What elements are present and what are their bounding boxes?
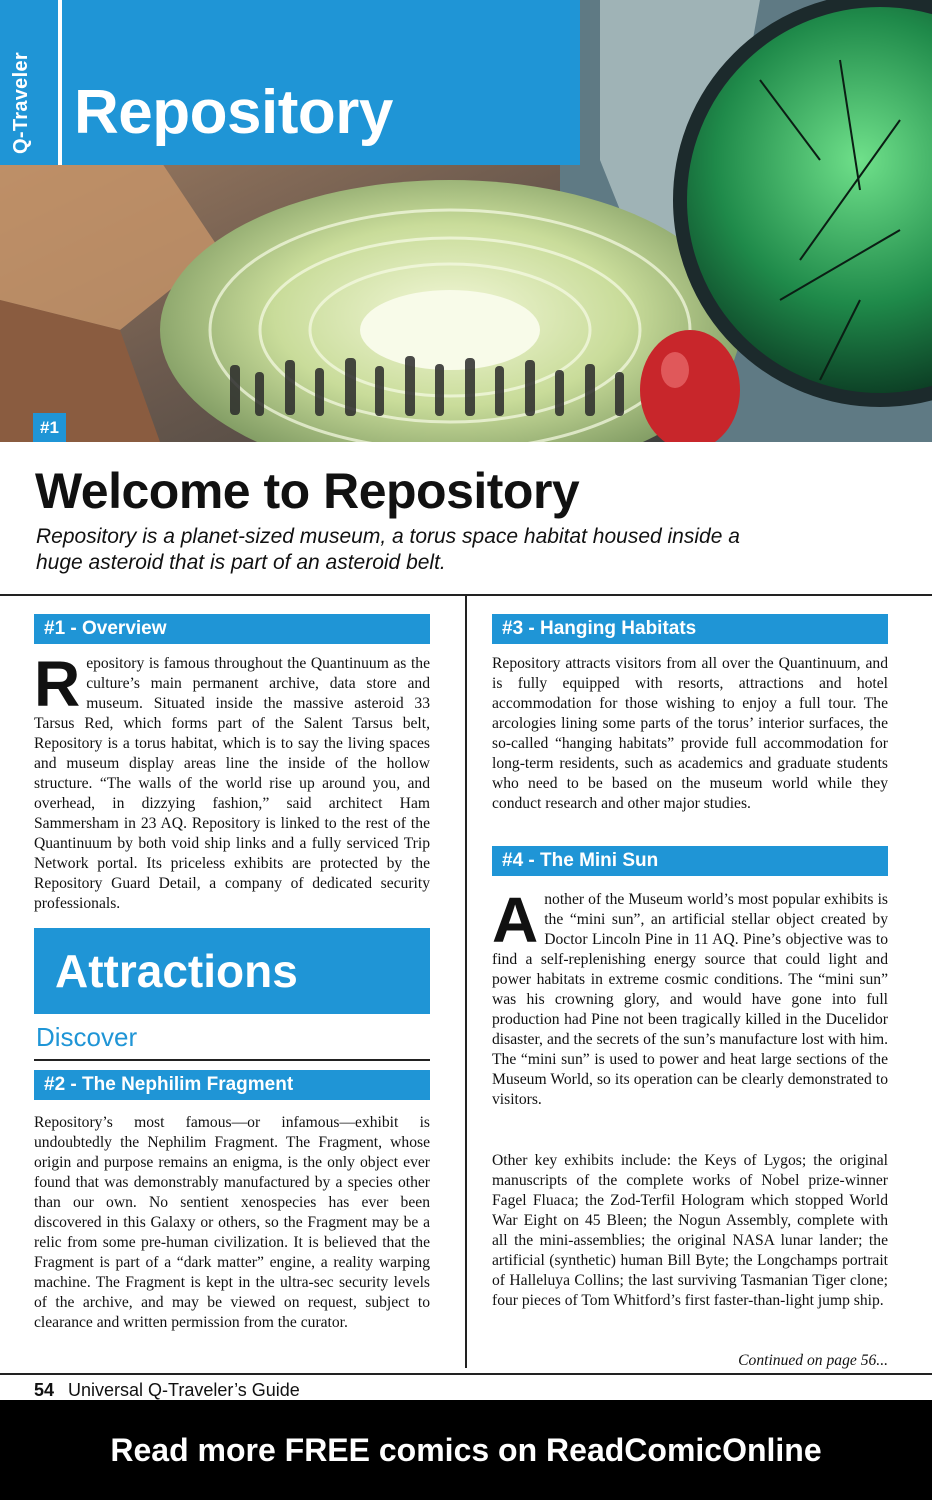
- footer-divider: [0, 1373, 932, 1375]
- nephilim-heading: #2 - The Nephilim Fragment: [34, 1070, 430, 1100]
- habitats-body: Repository attracts visitors from all over the Quantinuum, and is fully equipped with resorts, attractions and hotel accommodation for those wishing to enjoy a full tour. The arcologies lining some parts of the torus’ interior surfaces, the so-called “hanging habitats” provide full accommodation for long-term residents, such as academics and graduate students who need to be based on the museum world while they conduct research and other major studies.: [492, 655, 888, 812]
- other-exhibits-text: Other key exhibits include: the Keys of Lygos; the original manuscripts of the complete works of Nobel prize-winner Fagel Fluaca; the Zod-Terfil Hologram which stopped World War Eight on 45 Bleen; the Nogun Assembly, complete with all the mini-assemblies; the original NASA lunar lander; the artificial (synthetic) human Bill Byte; the Longchamps portrait of Halleluya Collins; the last surviving Tasmanian Tiger clone; four pieces of Tom Whitford’s first faster-than-light jump ship.: [492, 1152, 888, 1309]
- dropcap-a: A: [492, 884, 539, 956]
- dropcap-r: R: [34, 648, 81, 720]
- overview-heading: #1 - Overview: [34, 614, 430, 644]
- title-divider: [58, 0, 62, 165]
- column-divider: [465, 596, 467, 1368]
- promo-banner[interactable]: Read more FREE comics on ReadComicOnline: [0, 1400, 932, 1500]
- continued-note: Continued on page 56...: [738, 1352, 888, 1369]
- intro-text: Repository is a planet-sized museum, a torus space habitat housed inside a huge asteroid that is part of an asteroid belt.: [36, 525, 740, 574]
- attractions-subtitle: Discover: [36, 1022, 138, 1052]
- minisun-body: [492, 884, 888, 1110]
- page-number: 54: [34, 1380, 55, 1400]
- overview-text: epository is famous throughout the Quantinuum as the culture’s main permanent archive, data store and museum. Situated inside the massive asteroid 33 Tarsus Red, which forms part of the Salent Tarsus belt, Repository is a torus habitat, which is to say the living spaces and museum display areas line the inside of the hollow structure. “The walls of the world rise up around you, and overhead, in dizzying fashion,” said architect Ham Sammersham in 23 AQ. Repository is linked to the rest of the Quantinuum by both void ship links and a fully serviced Trip Network portal. Its priceless exhibits are protected by the Repository Guard Detail, a company of dedicated security professionals.: [34, 655, 430, 912]
- image-tag: #1: [33, 413, 66, 442]
- nephilim-body: Repository’s most famous—or infamous—exhibit is undoubtedly the Nephilim Fragment. The Fragment, whose origin and purpose remains an enigma, is the only object ever found that was demonstrably manufactured by a species other than our own. No sentient xenospecies has ever been discovered in this Galaxy or others, so the Fragment may be a relic from some pre-human civilization. It is believed that the Fragment is part of a “dark matter” engine, a reality warping machine. The Fragment is kept in the ultra-sec security levels of the archive, and may be viewed on request, subject to clearance and written permission from the curator.: [34, 1114, 430, 1331]
- attractions-divider: [34, 1059, 430, 1061]
- minisun-heading: #4 - The Mini Sun: [492, 846, 888, 876]
- page-footer: [34, 1380, 300, 1401]
- habitats-heading: #3 - Hanging Habitats: [492, 614, 888, 644]
- overview-body: [34, 648, 430, 914]
- page-title: Repository: [74, 78, 393, 147]
- hero-illustration: [0, 0, 932, 442]
- attractions-title: Attractions: [34, 928, 430, 1014]
- minisun-text: nother of the Museum world’s most popular exhibits is the “mini sun”, an artificial stellar object created by Doctor Lincoln Pine in 11 AQ. Pine’s objective was to find a self-replenishing energy source that could light and power habitats in extreme cosmic conditions. The “mini sun” was his crowning glory, and would have gone into full production had Pine not been tragically killed in the Ducelidor disaster, and the secrets of the sun’s manufacture lost with him. The “mini sun” is used to power and heat large sections of the Museum World, so its operation can be clearly demonstrated to visitors.: [492, 891, 888, 1108]
- series-label: Q-Traveler: [10, 52, 32, 154]
- guide-title: Universal Q-Traveler’s Guide: [68, 1380, 300, 1400]
- welcome-heading: Welcome to Repository: [35, 463, 580, 519]
